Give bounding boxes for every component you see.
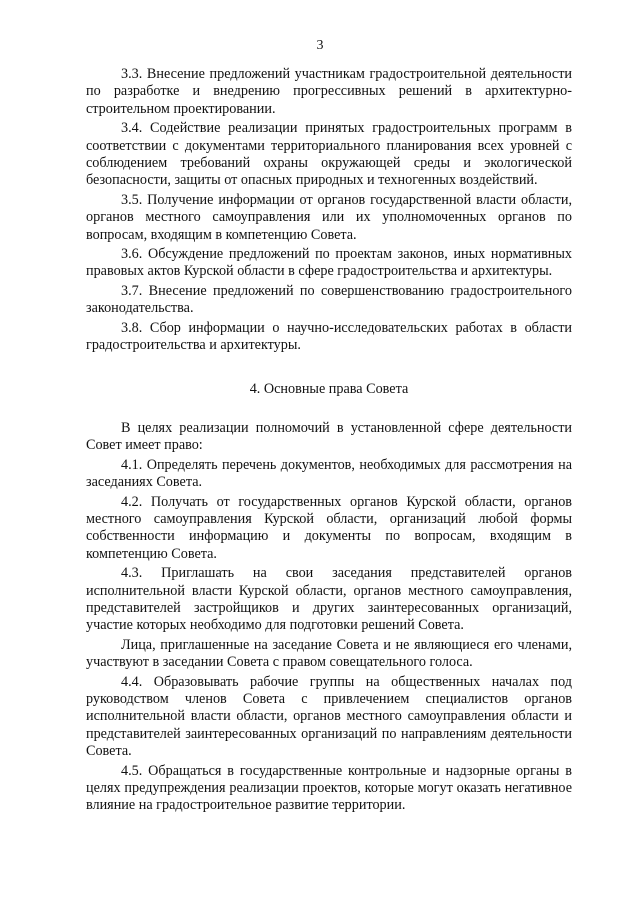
page-number: 3 — [316, 38, 324, 53]
document-body — [86, 66, 572, 817]
clause-4-5: 4.5. Обращаться в государственные контрольные и надзорные органы в целях предупреждения реализации проектов, которые могут оказать негативное влияние на градостроительное развитие территории. — [86, 762, 572, 814]
clause-4-2: 4.2. Получать от государственных органов Курской области, органов местного самоуправления Курской области, организаций любой формы собственности информацию и документы по вопросам, входящим в компетенцию Совета. — [86, 493, 572, 562]
clause-3-8: 3.8. Сбор информации о научно-исследовательских работах в области градостроительства и архитектуры. — [86, 319, 572, 354]
clause-4-3-note: Лица, приглашенные на заседание Совета и не являющиеся его членами, участвуют в заседании Совета с правом совещательного голоса. — [86, 636, 572, 671]
clause-3-7: 3.7. Внесение предложений по совершенствованию градостроительного законодательства. — [86, 282, 572, 317]
section-intro: В целях реализации полномочий в установленной сфере деятельности Совет имеет право: — [86, 419, 572, 454]
clause-4-3: 4.3. Приглашать на свои заседания представителей органов исполнительной власти Курской области, органов местного самоуправления, представителей застройщиков и других заинтересованных организаций, участие которых необходимо для подготовки решений Совета. — [86, 565, 572, 634]
clause-4-1: 4.1. Определять перечень документов, необходимых для рассмотрения на заседаниях Совета. — [86, 456, 572, 491]
section-heading: 4. Основные права Совета — [249, 380, 409, 397]
clause-3-3: 3.3. Внесение предложений участникам градостроительной деятельности по разработке и внедрению прогрессивных решений в архитектурно-строительном проектировании. — [86, 66, 572, 117]
clause-4-4: 4.4. Образовывать рабочие группы на общественных началах под руководством членов Совета с привлечением специалистов органов исполнительной власти области, органов местного самоуправления области и представителей заинтересованных организаций по направлениям деятельности Совета. — [86, 673, 572, 760]
clause-3-4: 3.4. Содействие реализации принятых градостроительных программ в соответствии с документами территориального планирования всех уровней с соблюдением требований охраны окружающей среды и экологической безопасности, защиты от опасных природных и техногенных воздействий. — [86, 120, 572, 189]
clause-3-5: 3.5. Получение информации от органов государственной власти области, органов местного самоуправления или их уполномоченных органов по вопросам, входящим в компетенцию Совета. — [86, 191, 572, 243]
clause-3-6: 3.6. Обсуждение предложений по проектам законов, иных нормативных правовых актов Курской области в сфере градостроительства и архитектуры. — [86, 246, 572, 280]
